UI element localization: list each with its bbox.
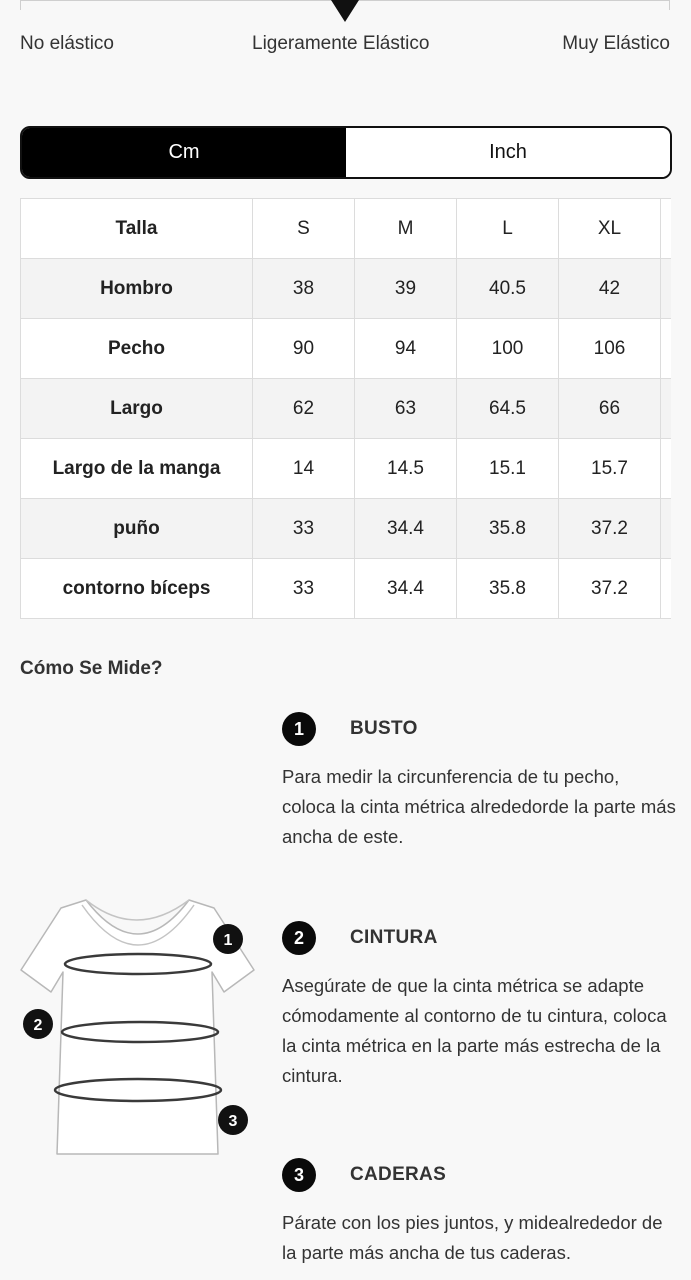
elasticity-label-slight: Ligeramente Elástico <box>252 33 430 54</box>
table-cell: 100 <box>457 319 559 379</box>
elasticity-labels <box>20 33 670 57</box>
table-cell: 64.5 <box>457 379 559 439</box>
table-cell: 94 <box>355 319 457 379</box>
elasticity-scale-left-tick <box>20 0 21 10</box>
table-cell: 37.2 <box>559 559 661 619</box>
table-row-label: Pecho <box>21 319 253 379</box>
table-cell: 39 <box>355 259 457 319</box>
table-cell: 37.2 <box>559 499 661 559</box>
elasticity-label-none: No elástico <box>20 33 114 54</box>
table-row <box>21 319 672 379</box>
step-title: CADERAS <box>350 1164 447 1185</box>
how-to-measure-title: Cómo Se Mide? <box>20 658 163 679</box>
elasticity-label-high: Muy Elástico <box>562 33 670 54</box>
table-row-label: contorno bíceps <box>21 559 253 619</box>
step-number-badge: 3 <box>282 1158 316 1192</box>
step-title: BUSTO <box>350 718 418 739</box>
size-table-container[interactable] <box>20 198 671 622</box>
table-header-cell: M <box>355 199 457 259</box>
table-row <box>21 499 672 559</box>
table-header-row <box>21 199 672 259</box>
table-cell: 33 <box>253 559 355 619</box>
table-cell: 62 <box>253 379 355 439</box>
svg-text:1: 1 <box>223 932 233 949</box>
table-overflow-cell <box>661 319 672 379</box>
table-overflow-cell <box>661 379 672 439</box>
table-cell: 90 <box>253 319 355 379</box>
table-cell: 14.5 <box>355 439 457 499</box>
tshirt-measure-illustration <box>16 880 256 1170</box>
table-row <box>21 259 672 319</box>
table-cell: 34.4 <box>355 499 457 559</box>
table-cell: 106 <box>559 319 661 379</box>
table-header-cell: XL <box>559 199 661 259</box>
step-description: Para medir la circunferencia de tu pecho, coloca la cinta métrica alrededorde la parte más ancha de este. <box>282 766 676 847</box>
svg-text:2: 2 <box>33 1017 43 1034</box>
step-header <box>282 712 677 746</box>
svg-text:3: 3 <box>228 1113 238 1130</box>
step-header <box>282 1158 677 1192</box>
table-row-label: Largo <box>21 379 253 439</box>
table-overflow-cell <box>661 259 672 319</box>
table-overflow-cell <box>661 439 672 499</box>
measure-step-hips <box>282 1158 677 1268</box>
table-header-cell: Talla <box>21 199 253 259</box>
table-cell: 33 <box>253 499 355 559</box>
table-row <box>21 559 672 619</box>
table-overflow-cell <box>661 199 672 259</box>
table-row-label: Largo de la manga <box>21 439 253 499</box>
table-cell: 35.8 <box>457 559 559 619</box>
table-cell: 40.5 <box>457 259 559 319</box>
table-header-cell: S <box>253 199 355 259</box>
table-cell: 14 <box>253 439 355 499</box>
table-cell: 35.8 <box>457 499 559 559</box>
elasticity-scale <box>20 0 670 12</box>
table-cell: 63 <box>355 379 457 439</box>
elasticity-marker-icon <box>331 0 359 22</box>
table-cell: 15.1 <box>457 439 559 499</box>
measure-step-waist <box>282 921 677 1091</box>
badge-3-icon <box>218 1105 248 1135</box>
measure-step-bust <box>282 712 677 852</box>
table-row-label: puño <box>21 499 253 559</box>
elasticity-scale-right-tick <box>669 0 670 10</box>
step-number-badge: 2 <box>282 921 316 955</box>
table-cell: 38 <box>253 259 355 319</box>
size-table <box>20 198 671 619</box>
table-cell: 66 <box>559 379 661 439</box>
unit-option-cm[interactable]: Cm <box>22 128 346 177</box>
badge-2-icon <box>23 1009 53 1039</box>
table-row <box>21 439 672 499</box>
table-overflow-cell <box>661 559 672 619</box>
table-overflow-cell <box>661 499 672 559</box>
step-title: CINTURA <box>350 927 438 948</box>
table-row <box>21 379 672 439</box>
table-cell: 15.7 <box>559 439 661 499</box>
table-header-cell: L <box>457 199 559 259</box>
unit-toggle <box>20 126 672 179</box>
step-description: Asegúrate de que la cinta métrica se adapte cómodamente al contorno de tu cintura, coloca la cinta métrica en la parte más estrecha de la cintura. <box>282 975 667 1086</box>
badge-1-icon <box>213 924 243 954</box>
unit-option-inch[interactable]: Inch <box>346 128 670 177</box>
table-row-label: Hombro <box>21 259 253 319</box>
step-description: Párate con los pies juntos, y midealrededor de la parte más ancha de tus caderas. <box>282 1212 663 1263</box>
table-cell: 42 <box>559 259 661 319</box>
step-number-badge: 1 <box>282 712 316 746</box>
table-cell: 34.4 <box>355 559 457 619</box>
step-header <box>282 921 677 955</box>
